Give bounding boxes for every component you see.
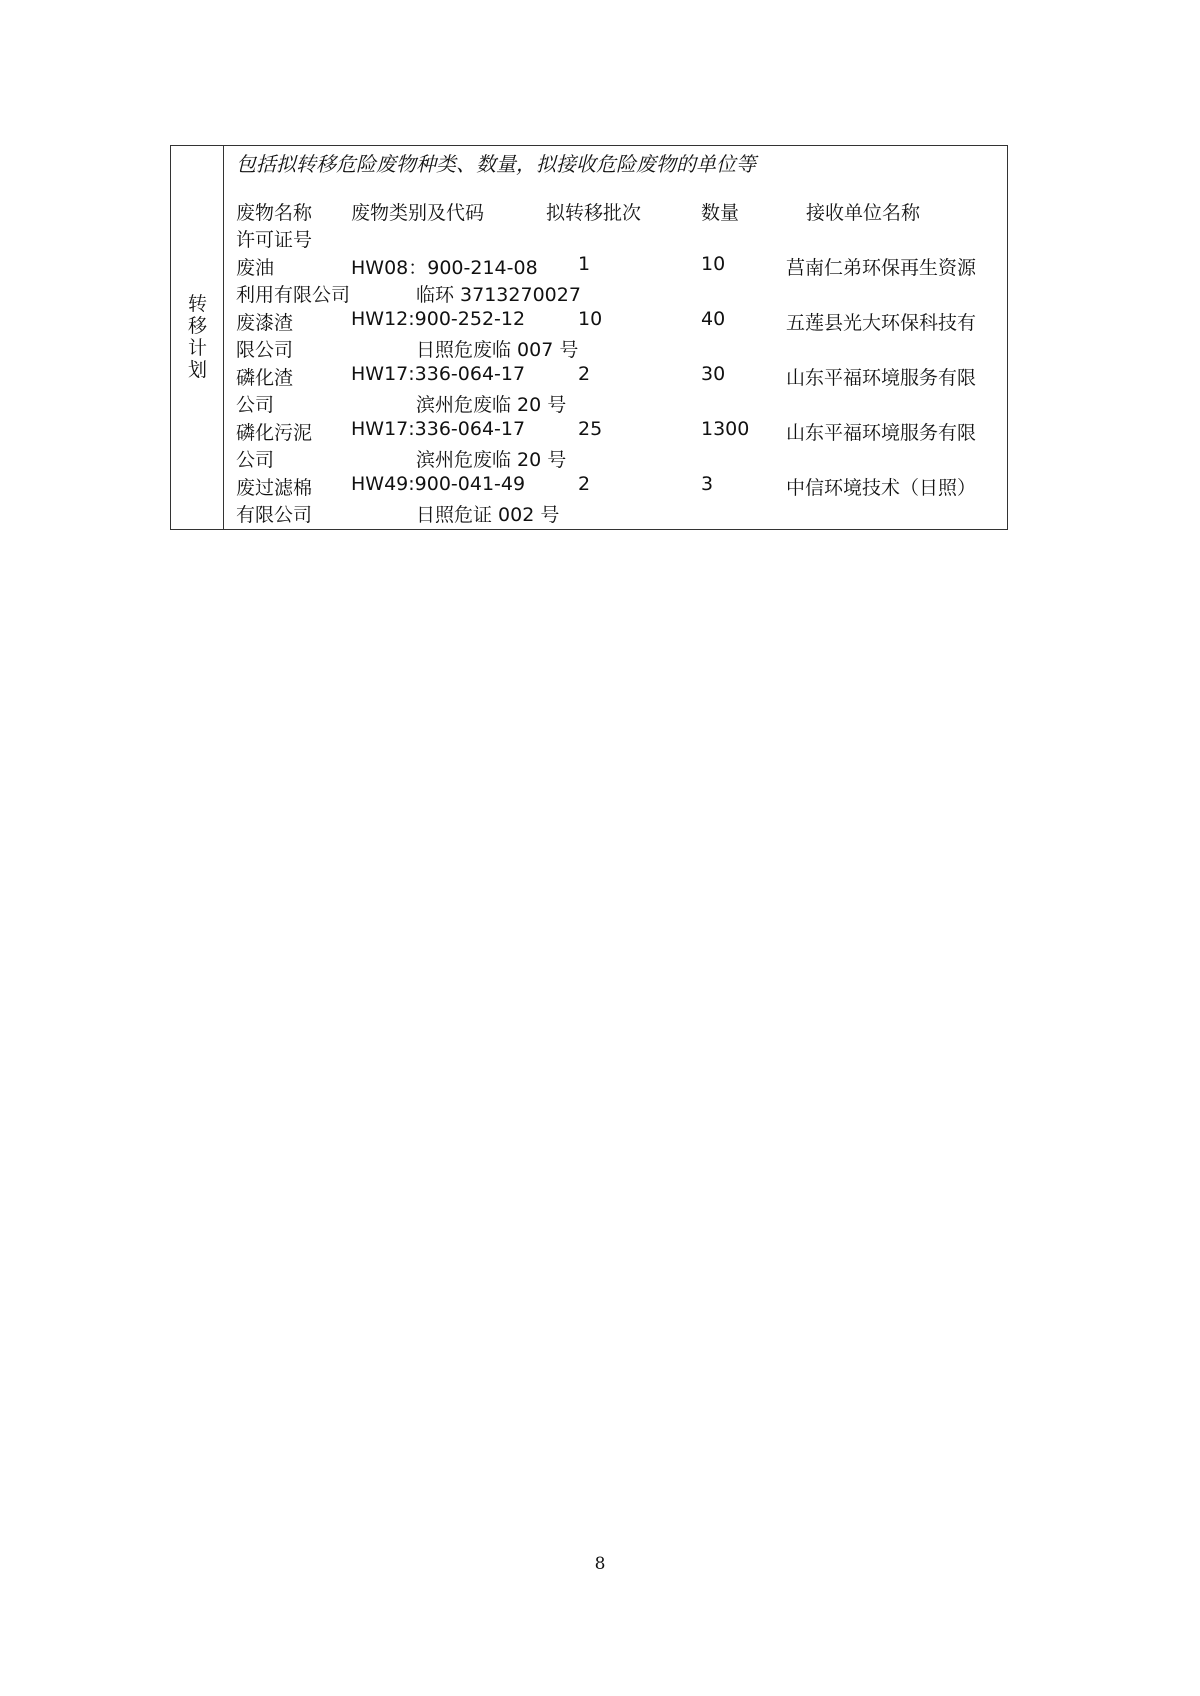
license-number: 日照危废临 007 号 bbox=[416, 339, 579, 361]
receiving-unit-cont: 公司 bbox=[236, 449, 275, 471]
license-number: 滨州危废临 20 号 bbox=[416, 449, 567, 471]
waste-name: 磷化渣 bbox=[236, 367, 294, 389]
waste-code: HW49:900-041-49 bbox=[351, 473, 526, 495]
transfer-batch: 25 bbox=[578, 418, 603, 440]
transfer-batch: 2 bbox=[578, 473, 591, 495]
header-name: 废物名称 bbox=[236, 202, 313, 224]
section-label-cell bbox=[171, 146, 224, 529]
waste-code: HW17:336-064-17 bbox=[351, 418, 526, 440]
quantity: 1300 bbox=[701, 418, 750, 440]
license-number: 日照危证 002 号 bbox=[416, 504, 560, 526]
intro-text: 包括拟转移危险废物种类、数量，拟接收危险废物的单位等 bbox=[236, 152, 756, 176]
waste-name: 废漆渣 bbox=[236, 312, 294, 334]
section-label bbox=[171, 293, 224, 381]
header-qty: 数量 bbox=[701, 202, 740, 224]
waste-name: 废油 bbox=[236, 257, 275, 279]
waste-code: HW08：900-214-08 bbox=[351, 257, 538, 279]
section-label-char: 计 bbox=[187, 337, 207, 359]
receiving-unit: 山东平福环境服务有限 bbox=[786, 367, 977, 389]
quantity: 10 bbox=[701, 253, 726, 275]
quantity: 40 bbox=[701, 308, 726, 330]
header-license: 许可证号 bbox=[236, 229, 313, 251]
header-batch: 拟转移批次 bbox=[546, 202, 642, 224]
receiving-unit: 五莲县光大环保科技有 bbox=[786, 312, 977, 334]
section-label-char: 转 bbox=[187, 293, 207, 315]
section-label-char: 划 bbox=[187, 359, 207, 381]
receiving-unit: 中信环境技术（日照） bbox=[786, 477, 977, 499]
section-content bbox=[236, 146, 999, 529]
page-number: 8 bbox=[594, 1554, 606, 1574]
quantity: 3 bbox=[701, 473, 714, 495]
header-code: 废物类别及代码 bbox=[351, 202, 485, 224]
quantity: 30 bbox=[701, 363, 726, 385]
waste-code: HW17:336-064-17 bbox=[351, 363, 526, 385]
section-label-char: 移 bbox=[187, 315, 207, 337]
transfer-batch: 10 bbox=[578, 308, 603, 330]
waste-code: HW12:900-252-12 bbox=[351, 308, 526, 330]
transfer-batch: 1 bbox=[578, 253, 591, 275]
transfer-plan-table bbox=[170, 145, 1008, 530]
receiving-unit: 山东平福环境服务有限 bbox=[786, 422, 977, 444]
receiving-unit-cont: 有限公司 bbox=[236, 504, 313, 526]
receiving-unit: 莒南仁弟环保再生资源 bbox=[786, 257, 977, 279]
transfer-batch: 2 bbox=[578, 363, 591, 385]
receiving-unit-cont: 限公司 bbox=[236, 339, 294, 361]
receiving-unit-cont: 公司 bbox=[236, 394, 275, 416]
waste-name: 废过滤棉 bbox=[236, 477, 313, 499]
receiving-unit-cont: 利用有限公司 bbox=[236, 284, 351, 306]
waste-name: 磷化污泥 bbox=[236, 422, 313, 444]
license-number: 滨州危废临 20 号 bbox=[416, 394, 567, 416]
header-unit: 接收单位名称 bbox=[806, 202, 921, 224]
license-number: 临环 3713270027 bbox=[416, 284, 581, 306]
